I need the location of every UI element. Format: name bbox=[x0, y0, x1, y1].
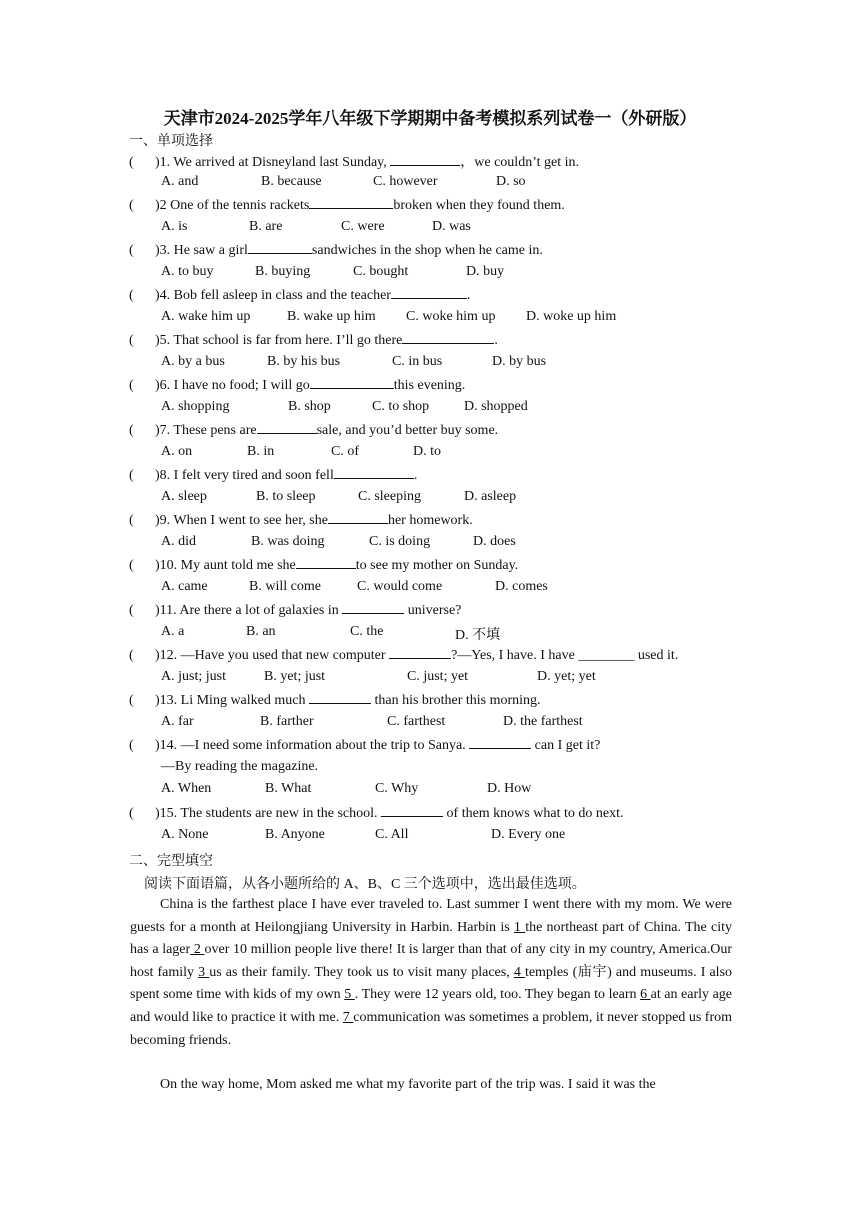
option-b: B. shop bbox=[288, 398, 331, 414]
option-d: D. How bbox=[487, 781, 532, 796]
question-text: )8. I felt very tired and soon fell bbox=[155, 468, 334, 483]
answer-bracket[interactable]: ( bbox=[129, 288, 134, 303]
option-d: D. was bbox=[432, 218, 471, 234]
answer-blank bbox=[257, 421, 317, 434]
option-d: D. comes bbox=[495, 578, 548, 594]
option-c: C. were bbox=[341, 218, 385, 234]
option-a: A. When bbox=[161, 781, 212, 796]
option-d: D. woke up him bbox=[526, 308, 617, 324]
question-8 bbox=[129, 466, 417, 484]
question-text: this evening. bbox=[393, 378, 466, 393]
option-a: A. on bbox=[161, 443, 193, 459]
question-text: )15. The students are new in the school. bbox=[155, 806, 382, 821]
answer-bracket[interactable]: ( bbox=[129, 806, 134, 821]
option-b: B. Anyone bbox=[265, 826, 325, 842]
passage-text: communication was sometimes a problem, it never stopped us from becoming friends. bbox=[130, 1009, 733, 1048]
answer-bracket[interactable]: ( bbox=[129, 378, 134, 393]
cloze-blank-3: 3 bbox=[198, 964, 210, 980]
answer-bracket[interactable]: ( bbox=[129, 423, 134, 438]
option-d: D. to bbox=[413, 443, 441, 459]
cloze-blank-5: 5 bbox=[344, 987, 355, 1003]
option-b: B. are bbox=[249, 218, 283, 234]
answer-blank bbox=[389, 646, 451, 659]
answer-blank bbox=[310, 376, 394, 389]
question-text: sandwiches in the shop when he came in. bbox=[311, 243, 543, 258]
option-d: D. the farthest bbox=[503, 713, 583, 729]
passage-text: . They were 12 years old, too. They began to learn bbox=[354, 987, 641, 1003]
answer-blank bbox=[391, 286, 467, 299]
question-text: )6. I have no food; I will go bbox=[155, 378, 310, 393]
option-a: A. just; just bbox=[161, 668, 226, 684]
answer-bracket[interactable]: ( bbox=[129, 648, 134, 663]
option-a: A. a bbox=[161, 623, 185, 639]
option-d: D. shopped bbox=[464, 398, 528, 414]
answer-blank bbox=[328, 511, 388, 524]
option-b: B. in bbox=[247, 443, 275, 459]
question-text: )9. When I went to see her, she bbox=[155, 513, 328, 528]
question-4 bbox=[129, 286, 470, 304]
question-10 bbox=[129, 556, 518, 574]
option-a: A. to buy bbox=[161, 263, 214, 279]
question-text: . bbox=[466, 288, 471, 303]
option-c: C. in bus bbox=[392, 353, 443, 369]
question-text: than his brother this morning. bbox=[370, 693, 541, 708]
answer-blank bbox=[296, 556, 356, 569]
cloze-blank-7: 7 bbox=[342, 1009, 354, 1025]
question-text: )3. He saw a girl bbox=[155, 243, 248, 258]
answer-blank bbox=[402, 331, 494, 344]
option-c: C. farthest bbox=[387, 713, 446, 729]
option-c: C. of bbox=[331, 443, 359, 459]
option-a: A. sleep bbox=[161, 488, 207, 504]
option-d: D. does bbox=[473, 533, 516, 549]
question-1 bbox=[129, 151, 579, 171]
option-c: C. the bbox=[350, 623, 384, 639]
option-c: C. to shop bbox=[372, 398, 430, 414]
option-a: A. and bbox=[161, 173, 199, 189]
answer-blank bbox=[334, 466, 414, 479]
section-heading-multiple-choice: 一、单项选择 bbox=[129, 134, 213, 149]
question-text: to see my mother on Sunday. bbox=[355, 558, 519, 573]
option-b: B. an bbox=[246, 623, 276, 639]
option-a: A. far bbox=[161, 713, 194, 729]
passage-text: the northeast part of China. The city has a lager bbox=[130, 919, 733, 958]
question-dialogue-line: —By reading the magazine. bbox=[161, 758, 319, 774]
question-15 bbox=[129, 804, 623, 822]
option-b: B. to sleep bbox=[256, 488, 316, 504]
option-a: A. shopping bbox=[161, 398, 230, 414]
question-text: )11. Are there a lot of galaxies in bbox=[155, 603, 343, 618]
option-c: C. however bbox=[373, 173, 438, 189]
answer-blank bbox=[248, 241, 312, 254]
option-a: A. did bbox=[161, 533, 196, 549]
answer-bracket[interactable]: ( bbox=[129, 558, 134, 573]
answer-bracket[interactable]: ( bbox=[129, 603, 134, 618]
question-5 bbox=[129, 331, 498, 349]
cloze-instruction: 阅读下面语篇，从各小题所给的 A、B、C 三个选项中，选出最佳选项。 bbox=[144, 877, 586, 892]
answer-bracket[interactable]: ( bbox=[129, 243, 134, 258]
question-text: )14. —I need some information about the trip to Sanya. bbox=[155, 738, 470, 753]
option-a: A. wake him up bbox=[161, 308, 251, 324]
cloze-blank-2: 2 bbox=[190, 942, 205, 958]
option-c: C. would come bbox=[357, 578, 443, 594]
answer-bracket[interactable]: ( bbox=[129, 693, 134, 708]
answer-bracket[interactable]: ( bbox=[129, 468, 134, 483]
question-text: )1. We arrived at Disneyland last Sunday, bbox=[155, 155, 391, 170]
question-9 bbox=[129, 511, 473, 529]
question-text: broken when they found them. bbox=[393, 198, 565, 213]
answer-blank bbox=[469, 736, 531, 749]
question-text: ，we couldn’t get in. bbox=[460, 155, 579, 170]
cloze-paragraph-1 bbox=[130, 894, 732, 1052]
option-b: B. yet; just bbox=[264, 668, 326, 684]
option-c: C. just; yet bbox=[407, 668, 469, 684]
passage-text: us as their family. They took us to visit many places, bbox=[209, 964, 514, 980]
cloze-blank-6: 6 bbox=[640, 987, 651, 1003]
cloze-paragraph-2: On the way home, Mom asked me what my favorite part of the trip was. I said it was the bbox=[160, 1077, 656, 1092]
page-title: 天津市2024-2025学年八年级下学期期中备考模拟系列试卷一（外研版） bbox=[163, 109, 697, 128]
question-text: sale, and you’d better buy some. bbox=[316, 423, 499, 438]
option-a: A. came bbox=[161, 578, 208, 594]
question-12 bbox=[129, 646, 678, 664]
question-text: )5. That school is far from here. I’ll go there bbox=[155, 333, 403, 348]
question-text: universe? bbox=[404, 603, 462, 618]
answer-bracket[interactable]: ( bbox=[129, 198, 134, 213]
question-13 bbox=[129, 691, 541, 709]
cloze-blank-4: 4 bbox=[513, 964, 525, 980]
option-c: C. bought bbox=[353, 263, 409, 279]
option-c: C. is doing bbox=[369, 533, 431, 549]
section-heading-cloze: 二、完型填空 bbox=[129, 854, 213, 869]
question-11 bbox=[129, 601, 461, 619]
answer-blank bbox=[390, 153, 460, 166]
question-text: . bbox=[494, 333, 498, 348]
option-b: B. will come bbox=[249, 578, 321, 594]
question-text: )13. Li Ming walked much bbox=[155, 693, 309, 708]
question-text: her homework. bbox=[387, 513, 473, 528]
answer-blank bbox=[342, 601, 404, 614]
option-d: D. buy bbox=[466, 263, 505, 279]
option-d: D. by bus bbox=[492, 353, 547, 369]
question-text: )12. —Have you used that new computer bbox=[155, 648, 390, 663]
passage-text: at an early age and would like to practice it with me. bbox=[130, 987, 732, 1025]
option-c: C. sleeping bbox=[358, 488, 421, 504]
option-d: D. so bbox=[496, 173, 526, 189]
answer-blank bbox=[309, 196, 393, 209]
option-b: B. by his bus bbox=[267, 353, 341, 369]
option-c: C. Why bbox=[375, 781, 419, 796]
answer-blank bbox=[381, 804, 443, 817]
option-b: B. buying bbox=[255, 263, 311, 279]
option-b: B. What bbox=[265, 781, 312, 796]
question-3 bbox=[129, 241, 543, 259]
question-text: )7. These pens are bbox=[155, 423, 257, 438]
option-b: B. because bbox=[261, 173, 322, 189]
option-c: C. woke him up bbox=[406, 308, 496, 324]
question-14 bbox=[129, 736, 600, 754]
passage-text: over 10 million people live there! It is larger than that of any city in my country, America.Our host family bbox=[130, 942, 732, 980]
answer-bracket[interactable]: ( bbox=[129, 513, 134, 528]
option-b: B. wake up him bbox=[287, 308, 376, 324]
question-text: ?—Yes, I have. I have ________ used it. bbox=[451, 648, 679, 663]
passage-text: temples (庙宇) and museums. I also spent some time with kids of my own bbox=[130, 964, 733, 1003]
question-text: can I get it? bbox=[531, 738, 601, 753]
question-text: of them knows what to do next. bbox=[443, 806, 624, 821]
answer-bracket[interactable]: ( bbox=[129, 738, 134, 753]
answer-bracket[interactable]: ( bbox=[129, 155, 134, 170]
option-d: D. yet; yet bbox=[537, 668, 596, 684]
question-text: )10. My aunt told me she bbox=[155, 558, 296, 573]
option-d: D. asleep bbox=[464, 488, 517, 504]
question-2 bbox=[129, 196, 565, 214]
option-b: B. was doing bbox=[251, 533, 325, 549]
passage-text: China is the farthest place I have ever traveled to. Last summer I went there with my mom. We were guests for a month at Heilongjiang University in Harbin. Harbin is bbox=[130, 897, 732, 935]
question-text: )2 One of the tennis rackets bbox=[155, 198, 310, 213]
option-b: B. farther bbox=[260, 713, 314, 729]
question-7 bbox=[129, 421, 498, 439]
option-d: D. 不填 bbox=[455, 627, 501, 643]
cloze-blank-1: 1 bbox=[513, 919, 526, 935]
option-a: A. is bbox=[161, 218, 188, 234]
option-a: A. by a bus bbox=[161, 353, 225, 369]
answer-blank bbox=[309, 691, 371, 704]
question-6 bbox=[129, 376, 465, 394]
question-text: )4. Bob fell asleep in class and the teacher bbox=[155, 288, 391, 303]
option-a: A. None bbox=[161, 826, 209, 842]
answer-bracket[interactable]: ( bbox=[129, 333, 134, 348]
question-text: . bbox=[413, 468, 418, 483]
option-d: D. Every one bbox=[491, 826, 566, 842]
option-c: C. All bbox=[375, 826, 409, 842]
